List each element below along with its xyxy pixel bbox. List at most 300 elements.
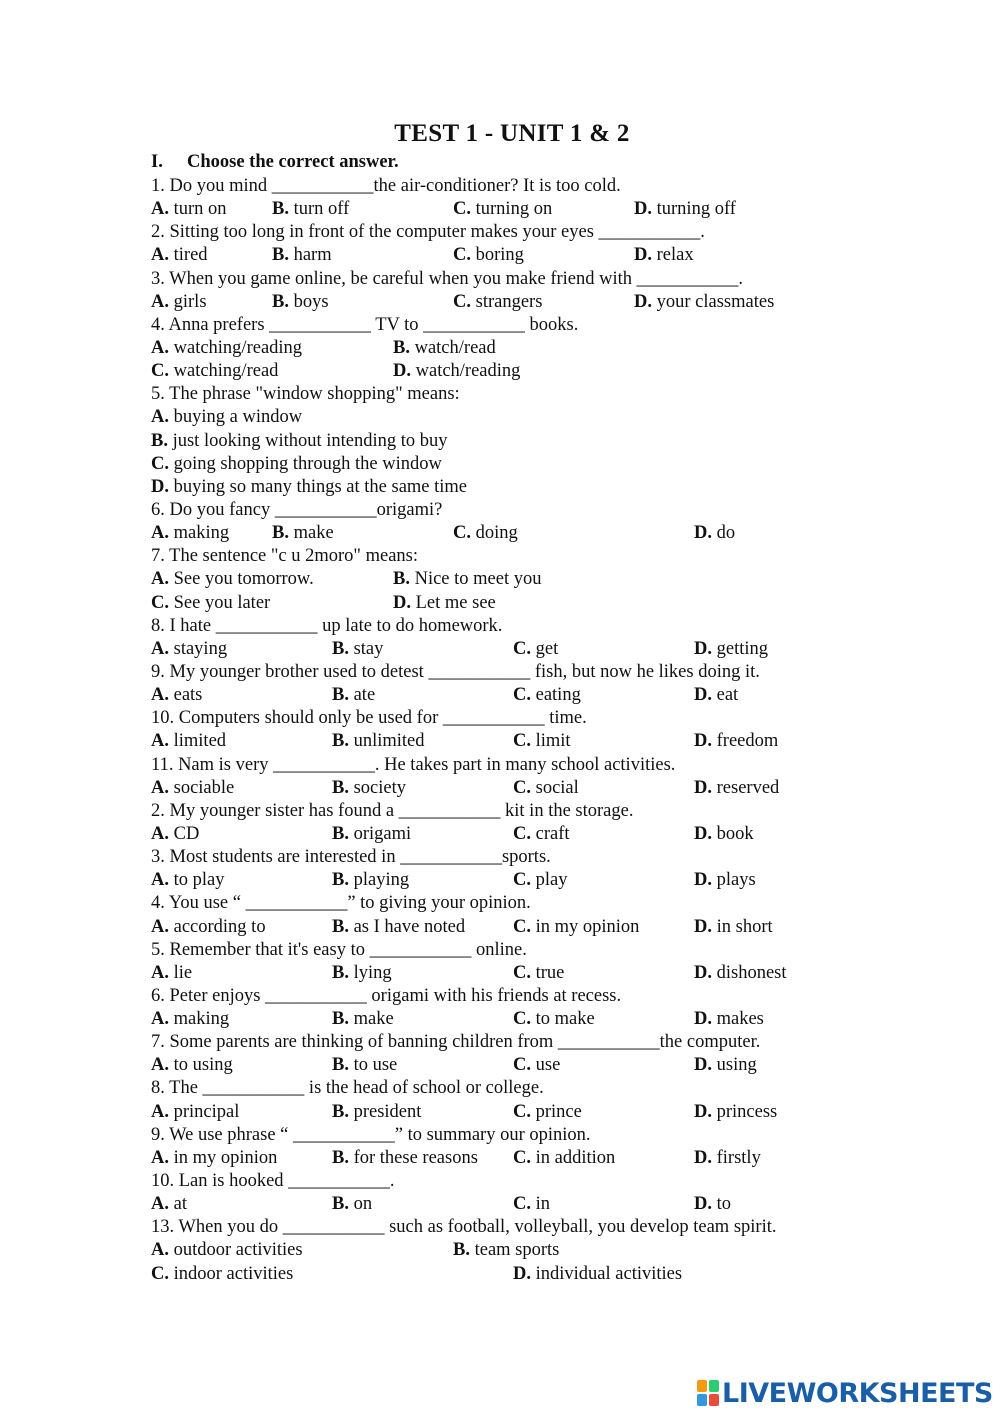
option-letter: A. [151, 1009, 169, 1030]
option-text: outdoor activities [173, 1240, 303, 1261]
option-text: staying [173, 638, 228, 659]
option-letter: C. [513, 1101, 531, 1122]
answer-option[interactable] [151, 869, 225, 892]
option-letter: C. [453, 523, 471, 544]
option-letter: C. [151, 453, 169, 474]
option-letter: C. [151, 592, 169, 613]
option-text: to play [173, 870, 225, 891]
section-number: I. [151, 152, 163, 172]
question-text: 9. We use phrase “ ___________” to summary our opinion. [151, 1124, 591, 1145]
option-text: origami [353, 823, 412, 844]
option-text: book [716, 823, 754, 844]
option-letter: A. [151, 245, 169, 266]
option-text: Nice to meet you [414, 569, 542, 590]
answer-option[interactable] [332, 1147, 478, 1170]
answer-option[interactable] [332, 869, 409, 892]
option-text: stay [353, 638, 384, 659]
option-letter: D. [694, 1194, 712, 1215]
question-text: 9. My younger brother used to detest ___________ fish, but now he likes doing it. [151, 661, 760, 682]
answer-option[interactable] [453, 291, 542, 314]
option-text: dishonest [716, 962, 787, 983]
option-letter: B. [272, 291, 289, 312]
option-letter: D. [694, 731, 712, 752]
option-text: just looking without intending to buy [172, 430, 448, 451]
option-letter: A. [151, 731, 169, 752]
option-text: to use [353, 1055, 398, 1076]
question-text: 11. Nam is very ___________. He takes part in many school activities. [151, 754, 676, 775]
answer-option[interactable] [272, 244, 332, 267]
answer-options [151, 1193, 851, 1216]
answer-options [151, 777, 851, 800]
option-letter: B. [332, 1055, 349, 1076]
answer-options [151, 1147, 851, 1170]
option-text: watch/reading [415, 361, 521, 382]
answer-option[interactable] [694, 638, 768, 661]
option-letter: B. [332, 1101, 349, 1122]
answer-option[interactable] [151, 244, 208, 267]
question-text: 4. You use “ ___________” to giving your opinion. [151, 893, 531, 914]
question-text: 7. Some parents are thinking of banning children from ___________the computer. [151, 1032, 761, 1053]
option-letter: A. [151, 407, 169, 428]
option-text: going shopping through the window [173, 453, 442, 474]
answer-option[interactable] [151, 684, 202, 707]
option-letter: C. [513, 870, 531, 891]
answer-option[interactable] [332, 638, 383, 661]
answer-option[interactable] [513, 1054, 560, 1077]
question-text: 10. Lan is hooked ___________. [151, 1171, 395, 1192]
answer-option[interactable] [272, 522, 334, 545]
option-letter: D. [694, 638, 712, 659]
answer-option[interactable] [694, 869, 756, 892]
option-text: true [535, 962, 565, 983]
option-text: girls [173, 291, 207, 312]
option-letter: B. [393, 337, 410, 358]
option-letter: A. [151, 638, 169, 659]
answer-option[interactable] [332, 1008, 394, 1031]
option-text: watching/read [173, 361, 279, 382]
option-letter: B. [332, 1194, 349, 1215]
option-text: make [353, 1009, 394, 1030]
answer-option[interactable] [151, 1101, 239, 1124]
option-text: unlimited [353, 731, 425, 752]
answer-options [151, 360, 851, 383]
option-text: team sports [474, 1240, 560, 1261]
answer-options [151, 730, 851, 753]
option-letter: C. [453, 291, 471, 312]
answer-option[interactable] [694, 522, 735, 545]
option-text: lie [173, 962, 193, 983]
option-text: eats [173, 685, 203, 706]
question-text: 7. The sentence "c u 2moro" means: [151, 546, 419, 567]
option-text: turn off [293, 199, 350, 220]
option-text: boring [475, 245, 524, 266]
option-text: in my opinion [173, 1147, 278, 1168]
option-letter: C. [453, 199, 471, 220]
answer-option[interactable] [393, 360, 520, 383]
option-text: in short [716, 916, 773, 937]
question-text: 3. Most students are interested in ___________sports. [151, 847, 551, 868]
answer-options [151, 337, 851, 360]
answer-option[interactable] [151, 1008, 229, 1031]
answer-option[interactable] [151, 1193, 187, 1216]
page-title: TEST 1 - UNIT 1 & 2 [394, 120, 630, 147]
option-letter: B. [332, 777, 349, 798]
option-letter: D. [634, 291, 652, 312]
answer-option[interactable] [513, 638, 558, 661]
option-letter: C. [513, 638, 531, 659]
option-letter: C. [513, 962, 531, 983]
option-letter: A. [151, 523, 169, 544]
answer-option[interactable] [151, 638, 227, 661]
liveworksheets-logo-icon [697, 1380, 719, 1406]
option-text: eat [716, 685, 739, 706]
answer-option[interactable] [151, 1239, 303, 1262]
option-letter: A. [151, 199, 169, 220]
option-text: in [535, 1194, 551, 1215]
option-letter: A. [151, 916, 169, 937]
option-text: making [173, 523, 230, 544]
option-letter: D. [393, 592, 411, 613]
option-text: social [535, 777, 579, 798]
question-list [151, 175, 851, 1286]
option-letter: B. [332, 731, 349, 752]
answer-option[interactable] [151, 360, 278, 383]
option-letter: A. [151, 1240, 169, 1261]
section-instruction: Choose the correct answer. [187, 152, 399, 172]
option-letter: B. [393, 569, 410, 590]
answer-options [151, 406, 851, 429]
answer-options [151, 198, 851, 221]
option-letter: C. [513, 731, 531, 752]
option-text: doing [475, 523, 518, 544]
answer-option[interactable] [151, 291, 207, 314]
answer-option[interactable] [513, 823, 570, 846]
option-letter: A. [151, 1147, 169, 1168]
option-text: to [716, 1194, 732, 1215]
answer-option[interactable] [694, 823, 754, 846]
answer-option[interactable] [151, 430, 448, 453]
answer-option[interactable] [151, 198, 227, 221]
answer-option[interactable] [332, 1054, 397, 1077]
option-letter: A. [151, 1194, 169, 1215]
answer-option[interactable] [694, 1193, 731, 1216]
option-text: See you tomorrow. [173, 569, 314, 590]
answer-option[interactable] [332, 730, 425, 753]
answer-option[interactable] [513, 1147, 615, 1170]
answer-option[interactable] [513, 1263, 682, 1286]
option-letter: C. [453, 245, 471, 266]
option-letter: D. [393, 361, 411, 382]
option-letter: A. [151, 823, 169, 844]
question-text: 8. I hate ___________ up late to do homework. [151, 615, 503, 636]
option-letter: B. [151, 430, 168, 451]
option-letter: B. [453, 1240, 470, 1261]
option-letter: C. [151, 361, 169, 382]
answer-option[interactable] [332, 1193, 372, 1216]
answer-option[interactable] [694, 684, 738, 707]
answer-option[interactable] [694, 916, 773, 939]
answer-option[interactable] [151, 777, 234, 800]
option-letter: D. [694, 777, 712, 798]
option-letter: D. [694, 823, 712, 844]
answer-option[interactable] [151, 730, 226, 753]
option-text: get [535, 638, 559, 659]
answer-options [151, 1239, 851, 1262]
option-text: society [353, 777, 406, 798]
option-text: president [353, 1101, 422, 1122]
option-letter: D. [694, 962, 712, 983]
answer-option[interactable] [513, 1008, 595, 1031]
option-text: according to [173, 916, 266, 937]
option-letter: B. [272, 523, 289, 544]
option-letter: A. [151, 1055, 169, 1076]
option-text: boys [293, 291, 329, 312]
option-text: buying so many things at the same time [173, 476, 468, 497]
option-text: strangers [475, 291, 543, 312]
answer-options [151, 962, 851, 985]
option-text: making [173, 1009, 230, 1030]
answer-option[interactable] [453, 244, 524, 267]
option-text: turning on [475, 199, 553, 220]
answer-option[interactable] [513, 730, 571, 753]
answer-options [151, 823, 851, 846]
option-text: to make [535, 1009, 595, 1030]
answer-options [151, 869, 851, 892]
answer-option[interactable] [634, 291, 774, 314]
option-text: plays [716, 870, 756, 891]
answer-option[interactable] [513, 684, 581, 707]
answer-options [151, 1054, 851, 1077]
option-letter: D. [694, 1101, 712, 1122]
option-letter: A. [151, 777, 169, 798]
option-letter: C. [513, 777, 531, 798]
question-text: 13. When you do ___________ such as football, volleyball, you develop team spirit. [151, 1217, 777, 1238]
answer-options [151, 430, 851, 453]
answer-option[interactable] [151, 1147, 277, 1170]
answer-option[interactable] [634, 198, 736, 221]
answer-option[interactable] [513, 962, 564, 985]
option-text: watch/read [414, 337, 496, 358]
option-text: tired [173, 245, 208, 266]
option-letter: B. [272, 199, 289, 220]
answer-option[interactable] [151, 592, 270, 615]
option-text: prince [535, 1101, 582, 1122]
option-text: using [716, 1055, 757, 1076]
option-text: CD [173, 823, 200, 844]
answer-option[interactable] [151, 337, 302, 360]
option-text: Let me see [415, 592, 496, 613]
option-text: reserved [716, 777, 780, 798]
option-text: your classmates [656, 291, 775, 312]
answer-option[interactable] [694, 777, 779, 800]
answer-option[interactable] [453, 522, 518, 545]
option-letter: B. [332, 916, 349, 937]
option-letter: C. [513, 1009, 531, 1030]
option-text: firstly [716, 1147, 761, 1168]
option-letter: A. [151, 962, 169, 983]
option-text: in addition [535, 1147, 616, 1168]
option-letter: A. [151, 870, 169, 891]
option-text: lying [353, 962, 392, 983]
question-text: 2. My younger sister has found a ___________ kit in the storage. [151, 800, 634, 821]
option-text: playing [353, 870, 410, 891]
option-text: watching/reading [173, 337, 303, 358]
option-letter: A. [151, 337, 169, 358]
answer-option[interactable] [151, 406, 302, 429]
answer-option[interactable] [393, 337, 496, 360]
answer-option[interactable] [513, 1101, 582, 1124]
option-letter: B. [332, 1009, 349, 1030]
option-text: individual activities [535, 1263, 683, 1284]
option-text: limited [173, 731, 227, 752]
option-letter: D. [151, 476, 169, 497]
option-text: use [535, 1055, 561, 1076]
answer-option[interactable] [272, 198, 349, 221]
answer-option[interactable] [272, 291, 329, 314]
option-text: harm [293, 245, 332, 266]
footer-brand[interactable] [697, 1378, 993, 1408]
question-text: 5. Remember that it's easy to ___________ online. [151, 939, 527, 960]
option-text: in my opinion [535, 916, 640, 937]
option-letter: D. [694, 1055, 712, 1076]
option-letter: B. [332, 962, 349, 983]
answer-option[interactable] [694, 1101, 777, 1124]
answer-options [151, 684, 851, 707]
option-text: principal [173, 1101, 240, 1122]
option-letter: D. [694, 685, 712, 706]
option-text: eating [535, 685, 581, 706]
option-text: as I have noted [353, 916, 466, 937]
option-text: buying a window [173, 407, 303, 428]
option-text: getting [716, 638, 769, 659]
option-letter: C. [513, 685, 531, 706]
answer-options [151, 592, 851, 615]
option-letter: D. [694, 916, 712, 937]
question-text: 8. The ___________ is the head of school or college. [151, 1078, 544, 1099]
option-letter: D. [634, 199, 652, 220]
option-text: turning off [656, 199, 736, 220]
option-letter: C. [513, 1147, 531, 1168]
option-letter: B. [332, 870, 349, 891]
option-letter: C. [513, 916, 531, 937]
question-text: 5. The phrase "window shopping" means: [151, 384, 460, 405]
answer-option[interactable] [513, 1193, 550, 1216]
answer-option[interactable] [694, 1054, 757, 1077]
option-text: makes [716, 1009, 764, 1030]
option-text: sociable [173, 777, 235, 798]
answer-option[interactable] [453, 1239, 559, 1262]
option-text: ate [353, 685, 376, 706]
option-text: princess [716, 1101, 778, 1122]
answer-options [151, 244, 851, 267]
answer-options [151, 453, 851, 476]
answer-option[interactable] [332, 823, 411, 846]
answer-option[interactable] [151, 823, 199, 846]
answer-options [151, 1008, 851, 1031]
answer-options [151, 638, 851, 661]
option-text: make [293, 523, 334, 544]
option-text: to using [173, 1055, 233, 1076]
answer-option[interactable] [332, 684, 375, 707]
answer-options [151, 291, 851, 314]
answer-option[interactable] [513, 777, 579, 800]
option-text: indoor activities [173, 1263, 294, 1284]
option-letter: D. [634, 245, 652, 266]
answer-option[interactable] [151, 453, 442, 476]
answer-option[interactable] [332, 777, 406, 800]
option-text: do [716, 523, 736, 544]
answer-option[interactable] [694, 730, 778, 753]
question-text: 10. Computers should only be used for ___________ time. [151, 708, 587, 729]
option-text: play [535, 870, 568, 891]
answer-option[interactable] [151, 916, 266, 939]
option-letter: D. [694, 1009, 712, 1030]
option-letter: C. [513, 1194, 531, 1215]
answer-options [151, 476, 851, 499]
option-letter: B. [332, 685, 349, 706]
option-letter: D. [694, 523, 712, 544]
answer-option[interactable] [393, 568, 541, 591]
option-letter: D. [694, 870, 712, 891]
answer-option[interactable] [513, 869, 567, 892]
answer-option[interactable] [393, 592, 496, 615]
answer-option[interactable] [151, 568, 314, 591]
option-letter: C. [513, 823, 531, 844]
option-letter: A. [151, 685, 169, 706]
question-text: 4. Anna prefers ___________ TV to ___________ books. [151, 314, 579, 335]
option-letter: B. [332, 823, 349, 844]
answer-options [151, 522, 851, 545]
answer-option[interactable] [453, 198, 552, 221]
option-letter: A. [151, 291, 169, 312]
answer-options [151, 916, 851, 939]
option-text: turn on [173, 199, 227, 220]
option-letter: D. [694, 1147, 712, 1168]
question-text: 3. When you game online, be careful when you make friend with ___________. [151, 268, 744, 289]
answer-option[interactable] [332, 1101, 421, 1124]
answer-option[interactable] [513, 916, 639, 939]
option-letter: D. [513, 1263, 531, 1284]
answer-option[interactable] [694, 1147, 761, 1170]
section-heading [151, 152, 399, 173]
brand-name: LIVEWORKSHEETS [722, 1377, 993, 1409]
option-letter: C. [151, 1263, 169, 1284]
answer-option[interactable] [151, 962, 192, 985]
answer-option[interactable] [694, 962, 787, 985]
question-text: 6. Do you fancy ___________origami? [151, 499, 443, 520]
option-text: freedom [716, 731, 779, 752]
answer-option[interactable] [151, 1263, 293, 1286]
answer-option[interactable] [694, 1008, 764, 1031]
answer-options [151, 1101, 851, 1124]
option-letter: A. [151, 1101, 169, 1122]
answer-option[interactable] [151, 1054, 233, 1077]
option-letter: B. [272, 245, 289, 266]
option-text: limit [535, 731, 571, 752]
option-letter: B. [332, 1147, 349, 1168]
option-text: on [353, 1194, 373, 1215]
option-letter: B. [332, 638, 349, 659]
answer-option[interactable] [332, 962, 392, 985]
option-letter: C. [513, 1055, 531, 1076]
question-text: 2. Sitting too long in front of the computer makes your eyes ___________. [151, 222, 705, 243]
answer-options [151, 568, 851, 591]
answer-option[interactable] [151, 476, 467, 499]
answer-option[interactable] [332, 916, 465, 939]
answer-options [151, 1263, 851, 1286]
answer-option[interactable] [634, 244, 694, 267]
answer-option[interactable] [151, 522, 229, 545]
